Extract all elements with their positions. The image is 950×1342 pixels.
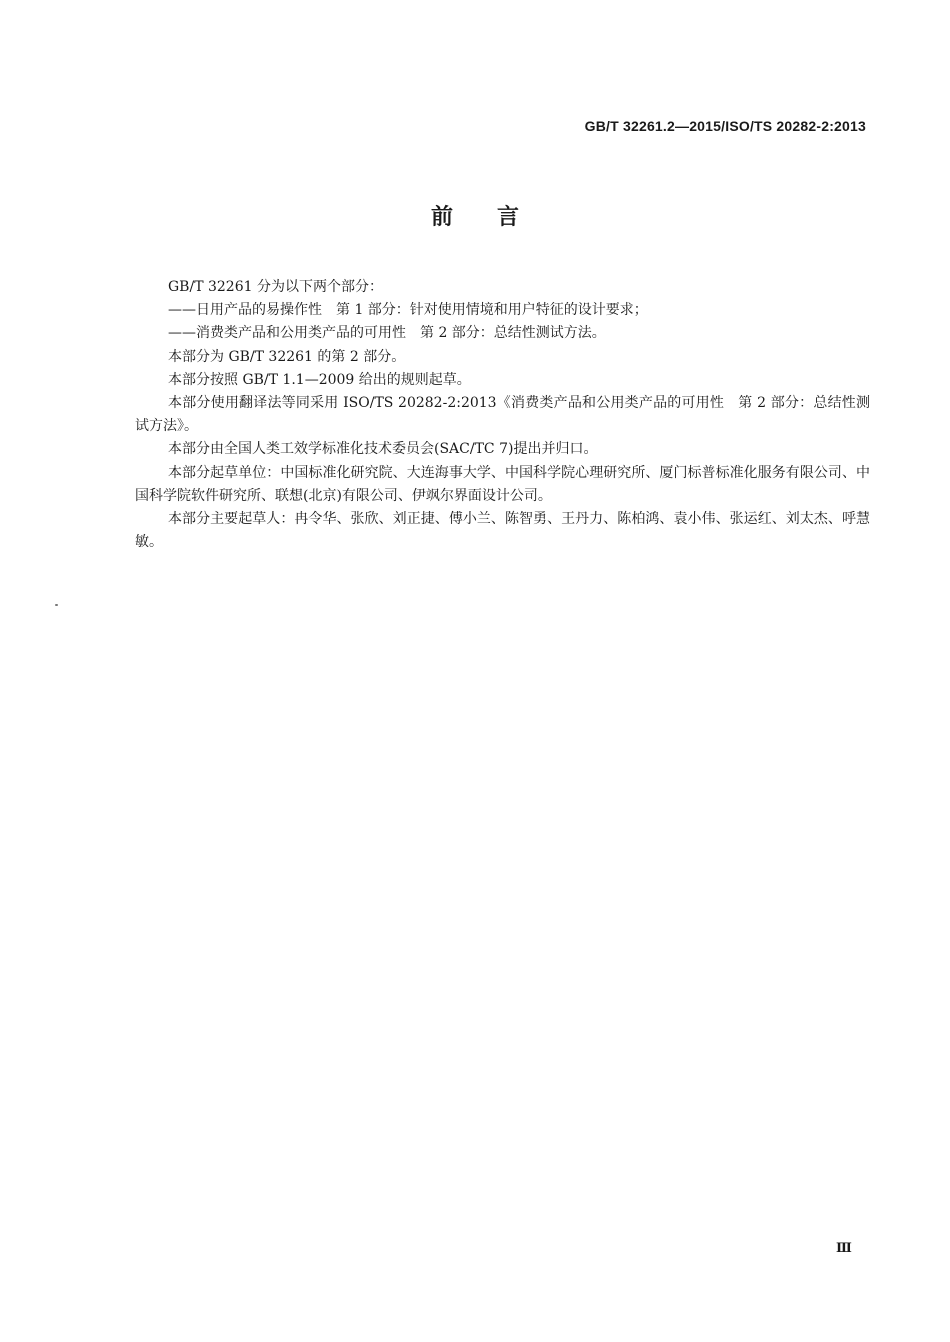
paragraph-drafters: 本部分主要起草人：冉令华、张欣、刘正捷、傅小兰、陈智勇、王丹力、陈柏鸿、袁小伟、张运红、刘太杰、呼慧敏。 — [135, 511, 870, 551]
paragraph-adoption: 本部分使用翻译法等同采用 ISO/TS 20282-2:2013《消费类产品和公用类产品的可用性 第 2 部分：总结性测试方法》。 — [135, 395, 870, 435]
paragraph-parts-intro: GB/T 32261 分为以下两个部分： — [168, 279, 383, 295]
paragraph-drafting-rules: 本部分按照 GB/T 1.1—2009 给出的规则起草。 — [168, 371, 471, 388]
paragraph-proposed-by: 本部分由全国人类工效学标准化技术委员会(SAC/TC 7)提出并归口。 — [168, 441, 598, 458]
paragraph-this-part: 本部分为 GB/T 32261 的第 2 部分。 — [168, 348, 406, 365]
foreword-body — [135, 276, 870, 554]
page-title: 前言 — [430, 205, 563, 230]
page-number: Ⅲ — [836, 1241, 852, 1256]
standard-code-header: GB/T 32261.2—2015/ISO/TS 20282-2:2013 — [584, 118, 866, 134]
paragraph-part-1: ——日用产品的易操作性 第 1 部分：针对使用情境和用户特征的设计要求； — [168, 302, 648, 319]
scan-speck — [55, 604, 58, 606]
paragraph-drafting-units: 本部分起草单位：中国标准化研究院、大连海事大学、中国科学院心理研究所、厦门标普标准化服务有限公司、中国科学院软件研究所、联想(北京)有限公司、伊飒尔界面设计公司。 — [135, 464, 870, 504]
paragraph-part-2: ——消费类产品和公用类产品的可用性 第 2 部分：总结性测试方法。 — [168, 325, 606, 342]
